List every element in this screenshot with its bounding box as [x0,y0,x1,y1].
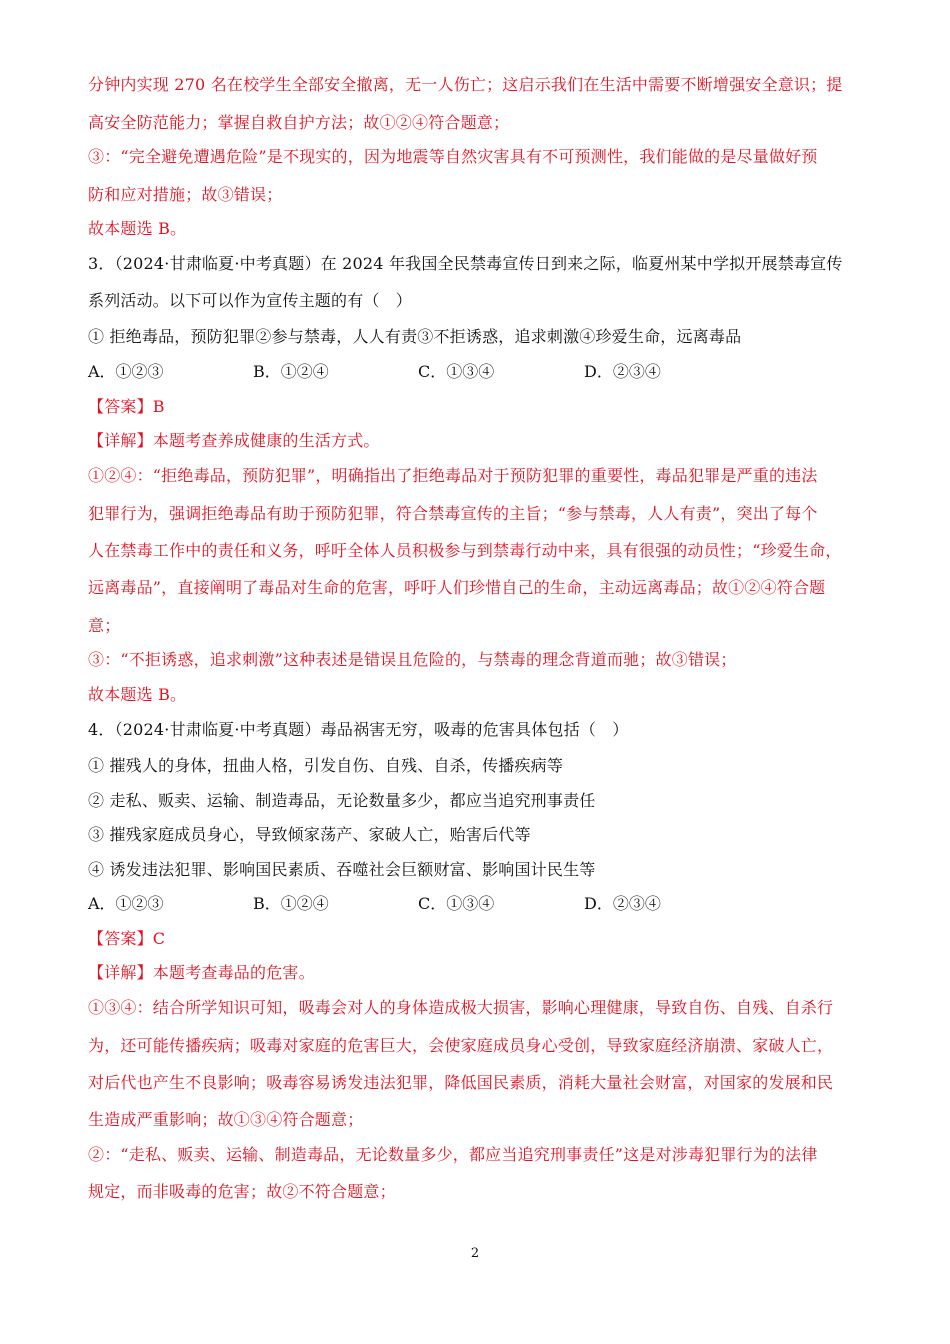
option-a: A．①②③ [88,362,164,381]
explanation-line: 意； [88,616,121,635]
question-4-stem: 4．（2024·甘肃临夏·中考真题）毒品祸害无穷，吸毒的危害具体包括（ ） [88,720,629,739]
answer-label: 【答案】B [88,397,165,416]
explanation-line: 分钟内实现 270 名在校学生全部安全撤离，无一人伤亡；这启示我们在生活中需要不断增强安全意识；提 [88,75,843,94]
explanation-line: 防和应对措施；故③错误； [88,185,283,204]
explanation-line: 人在禁毒工作中的责任和义务，呼吁全体人员积极参与到禁毒行动中来，具有很强的动员性；“珍爱生命， [88,541,842,560]
explanation-line: ①③④：结合所学知识可知，吸毒会对人的身体造成极大损害，影响心理健康，导致自伤、自残、自杀行 [88,998,834,1017]
explanation-line: 对后代也产生不良影响；吸毒容易诱发违法犯罪，降低国民素质，消耗大量社会财富，对国家的发展和民 [88,1073,834,1092]
option-c: C．①③④ [418,362,495,381]
detail-label: 【详解】本题考查毒品的危害。 [88,963,315,982]
explanation-line: 为，还可能传播疾病；吸毒对家庭的危害巨大，会使家庭成员身心受创，导致家庭经济崩溃、家破人亡， [88,1036,834,1055]
conclusion-line: 故本题选 B。 [88,685,187,704]
explanation-line: 远离毒品”，直接阐明了毒品对生命的危害，呼吁人们珍惜自己的生命，主动远离毒品；故①②④符合题 [88,578,826,597]
explanation-line: 规定，而非吸毒的危害；故②不符合题意； [88,1182,396,1201]
explanation-line: ②：“走私、贩卖、运输、制造毒品，无论数量多少，都应当追究刑事责任”这是对涉毒犯罪行为的法律 [88,1145,818,1164]
explanation-line: ③：“完全避免遭遇危险”是不现实的，因为地震等自然灾害具有不可预测性，我们能做的是尽量做好预 [88,147,818,166]
option-d: D．②③④ [584,362,661,381]
question-4-item: ② 走私、贩卖、运输、制造毒品，无论数量多少，都应当追究刑事责任 [88,791,596,810]
detail-label: 【详解】本题考查养成健康的生活方式。 [88,431,380,450]
explanation-line: 生造成严重影响；故①③④符合题意； [88,1110,364,1129]
question-3-stem: 3．（2024·甘肃临夏·中考真题）在 2024 年我国全民禁毒宣传日到来之际，临夏州某中学拟开展禁毒宣传 [88,254,843,273]
conclusion-line: 故本题选 B。 [88,219,187,238]
question-3-items: ① 拒绝毒品，预防犯罪②参与禁毒，人人有责③不拒诱惑，追求刺激④珍爱生命，远离毒品 [88,327,742,346]
question-4-item: ① 摧残人的身体，扭曲人格，引发自伤、自残、自杀，传播疾病等 [88,756,564,775]
question-3-stem: 系列活动。以下可以作为宣传主题的有（ ） [88,291,413,310]
option-a: A．①②③ [88,894,164,913]
option-c: C．①③④ [418,894,495,913]
explanation-line: ③：“不拒诱惑，追求刺激”这种表述是错误且危险的，与禁毒的理念背道而驰；故③错误； [88,650,737,669]
option-b: B．①②④ [253,362,329,381]
option-d: D．②③④ [584,894,661,913]
explanation-line: 高安全防范能力；掌握自救自护方法；故①②④符合题意； [88,113,510,132]
question-4-item: ④ 诱发违法犯罪、影响国民素质、吞噬社会巨额财富、影响国计民生等 [88,860,596,879]
option-b: B．①②④ [253,894,329,913]
question-4-item: ③ 摧残家庭成员身心，导致倾家荡产、家破人亡，贻害后代等 [88,825,531,844]
explanation-line: ①②④：“拒绝毒品，预防犯罪”，明确指出了拒绝毒品对于预防犯罪的重要性，毒品犯罪是严重的违法 [88,466,818,485]
page-number: 2 [470,1246,480,1261]
explanation-line: 犯罪行为，强调拒绝毒品有助于预防犯罪，符合禁毒宣传的主旨；“参与禁毒，人人有责”，突出了每个 [88,504,818,523]
answer-label: 【答案】C [88,929,166,948]
